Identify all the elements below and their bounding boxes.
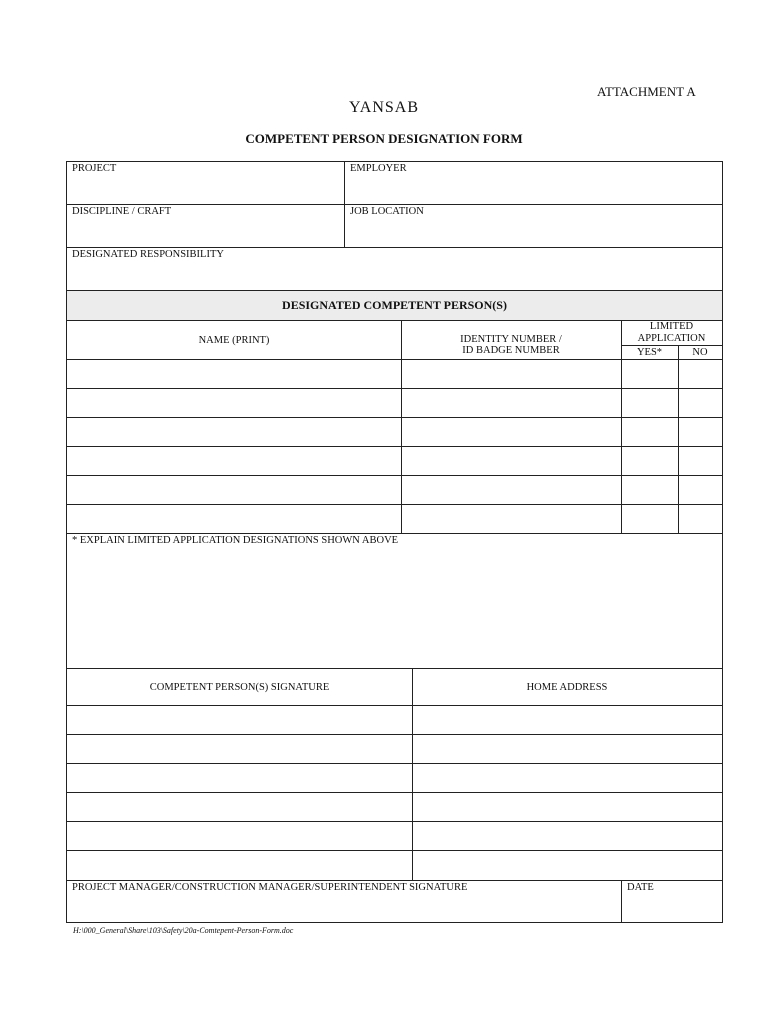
col-name-header — [67, 321, 401, 359]
date-field[interactable] — [622, 881, 722, 922]
col-id-line2: ID BADGE NUMBER — [462, 345, 560, 356]
col-signature-text: COMPETENT PERSON(S) SIGNATURE — [149, 682, 330, 693]
col-id-line1: IDENTITY NUMBER / — [460, 334, 562, 345]
explain-label: * EXPLAIN LIMITED APPLICATION DESIGNATIONS SHOWN ABOVE — [72, 535, 399, 546]
signature-row[interactable] — [67, 793, 722, 822]
col-address-text: HOME ADDRESS — [526, 682, 608, 693]
employer-label: EMPLOYER — [350, 163, 407, 174]
form-frame — [66, 161, 723, 923]
attachment-label: ATTACHMENT A — [597, 84, 696, 99]
form-title: COMPETENT PERSON DESIGNATION FORM — [245, 131, 523, 146]
table-row[interactable] — [67, 418, 722, 447]
persons-heading-text: DESIGNATED COMPETENT PERSON(S) — [282, 298, 507, 312]
manager-signature-field[interactable] — [67, 881, 622, 922]
discipline-label: DISCIPLINE / CRAFT — [72, 206, 172, 217]
table-row[interactable] — [67, 476, 722, 505]
date-label: DATE — [627, 882, 654, 893]
designated-responsibility-field[interactable] — [67, 248, 722, 291]
job-location-label: JOB LOCATION — [350, 206, 424, 217]
signature-row[interactable] — [67, 851, 722, 880]
table-row[interactable] — [67, 389, 722, 418]
table-row[interactable] — [67, 447, 722, 476]
job-location-field[interactable] — [345, 205, 722, 248]
signature-row[interactable] — [67, 735, 722, 764]
employer-field[interactable] — [345, 162, 722, 205]
project-field[interactable] — [67, 162, 345, 205]
signature-row[interactable] — [67, 764, 722, 793]
col-limited-line1: LIMITED — [649, 321, 694, 332]
table-row[interactable] — [67, 360, 722, 389]
project-label: PROJECT — [72, 163, 117, 174]
explain-field[interactable] — [67, 534, 722, 669]
col-name-text: NAME (PRINT) — [198, 334, 270, 346]
signature-row[interactable] — [67, 822, 722, 851]
table-row[interactable] — [67, 505, 722, 534]
col-limited-line2: APPLICATION — [637, 333, 706, 344]
persons-section-heading — [67, 291, 722, 320]
manager-signature-label: PROJECT MANAGER/CONSTRUCTION MANAGER/SUPERINTENDENT SIGNATURE — [72, 882, 468, 893]
col-no-header — [678, 345, 722, 359]
col-no-text: NO — [692, 346, 708, 358]
col-signature-header — [67, 669, 412, 706]
company-name: YANSAB — [348, 99, 419, 116]
col-limited-header — [621, 320, 722, 346]
col-address-header — [412, 669, 722, 706]
col-yes-text: YES* — [636, 346, 663, 358]
col-yes-header — [621, 345, 678, 359]
signature-row[interactable] — [67, 706, 722, 735]
file-path-footer: H:\000_General\Share\103\Safety\20a-Comtepent-Person-Form.doc — [73, 926, 294, 935]
discipline-field[interactable] — [67, 205, 345, 248]
designated-responsibility-label: DESIGNATED RESPONSIBILITY — [72, 249, 224, 260]
